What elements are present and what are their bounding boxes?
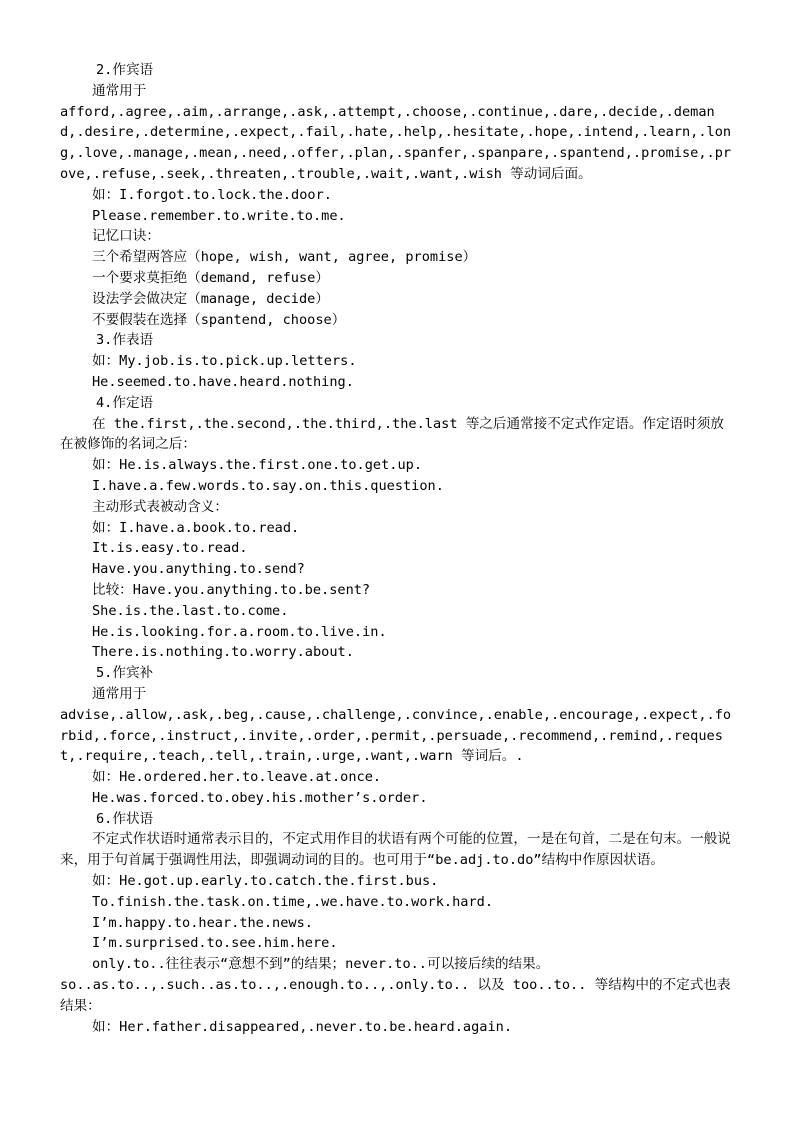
- text-line-29: 如：He.ordered.her.to.leave.at.once.: [92, 769, 382, 786]
- text-line-19: 如：I.have.a.book.to.read.: [92, 519, 300, 536]
- text-line-2: 通常用于: [92, 82, 147, 99]
- text-line-26: 5.作宾补: [96, 665, 154, 682]
- text-line-14: 4.作定语: [96, 394, 154, 411]
- text-line-30: He.was.forced.to.obey.his.mother’s.order.: [92, 789, 428, 806]
- text-line-9: 设法学会做决定（manage, decide）: [92, 290, 329, 307]
- text-line-4: 如：I.forgot.to.lock.the.door.: [92, 186, 332, 203]
- text-line-15: 在 the.first,.the.second,.the.third,.the.last 等之后通常接不定式作定语。作定语时须放在被修饰的名词之后：: [60, 415, 724, 453]
- text-line-5: Please.remember.to.write.to.me.: [92, 207, 346, 224]
- text-line-24: He.is.looking.for.a.room.to.live.in.: [92, 623, 387, 640]
- text-line-17: I.have.a.few.words.to.say.on.this.question.: [92, 477, 444, 494]
- text-line-13: He.seemed.to.have.heard.nothing.: [92, 373, 354, 390]
- text-line-16: 如：He.is.always.the.first.one.to.get.up.: [92, 457, 423, 474]
- text-line-10: 不要假装在选择（spantend, choose）: [92, 311, 346, 328]
- text-line-7: 三个希望两答应（hope, wish, want, agree, promise）: [92, 249, 477, 266]
- text-line-3: afford,.agree,.aim,.arrange,.ask,.attempt,.choose,.continue,.dare,.decide,.demand,.desire,.determine,.expect,.fail,.hate,.help,.hesitate,.hope,.intend,.learn,.long,.love,.manage,.mean,.need,.offer,.plan,.spanfer,.spanpare,.spantend,.promise,.prove,.refuse,.seek,.threaten,.trouble,.wait,.want,.wish 等动词后面。: [60, 103, 732, 182]
- text-line-35: I’m.happy.to.hear.the.news.: [92, 914, 313, 931]
- text-line-32: 不定式作状语时通常表示目的，不定式用作目的状语有两个可能的位置，一是在句首，二是在句末。一般说来，用于句首属于强调性用法，即强调动词的目的。也可用于“be.adj.to.do”结构中作原因状语。: [60, 831, 731, 869]
- text-line-20: It.is.easy.to.read.: [92, 540, 248, 557]
- text-line-1: 2.作宾语: [96, 62, 154, 78]
- text-line-28: advise,.allow,.ask,.beg,.cause,.challenge,.convince,.enable,.encourage,.expect,.forbid,.force,.instruct,.invite,.order,.permit,.persuade,.recommend,.remind,.request,.require,.teach,.tell,.train,.urge,.want,.warn 等词后。.: [60, 706, 732, 765]
- text-line-39: 如：Her.father.disappeared,.never.to.be.heard.again.: [92, 1018, 513, 1035]
- text-line-8: 一个要求莫拒绝（demand, refuse）: [92, 269, 329, 286]
- text-line-21: Have.you.anything.to.send?: [92, 561, 305, 578]
- text-line-31: 6.作状语: [96, 810, 154, 827]
- text-line-36: I’m.surprised.to.see.him.here.: [92, 935, 338, 952]
- text-line-18: 主动形式表被动含义：: [92, 498, 228, 515]
- text-line-23: She.is.the.last.to.come.: [92, 602, 289, 619]
- text-line-27: 通常用于: [92, 685, 147, 702]
- text-line-6: 记忆口诀：: [92, 228, 160, 245]
- document-body: [60, 60, 736, 1037]
- text-line-38: so..as.to..,.such..as.to..,.enough.to..,.only.to.. 以及 too..to.. 等结构中的不定式也表结果：: [60, 977, 731, 1014]
- text-line-33: 如：He.got.up.early.to.catch.the.first.bus.: [92, 873, 439, 890]
- text-line-34: To.finish.the.task.on.time,.we.have.to.work.hard.: [92, 893, 494, 910]
- text-line-12: 如：My.job.is.to.pick.up.letters.: [92, 353, 357, 370]
- text-line-37: only.to..往往表示“意想不到”的结果；never.to..可以接后续的结果。: [92, 956, 550, 973]
- text-line-11: 3.作表语: [96, 332, 154, 349]
- text-line-22: 比较：Have.you.anything.to.be.sent?: [92, 581, 371, 598]
- text-line-25: There.is.nothing.to.worry.about.: [92, 644, 354, 661]
